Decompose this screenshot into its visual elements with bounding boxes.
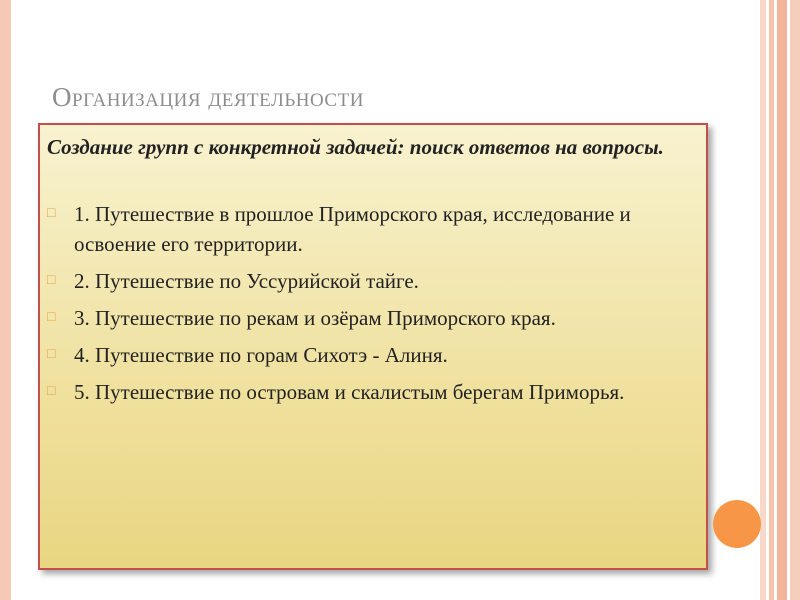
decorative-circle: [713, 500, 761, 548]
frame-right-stripes: [760, 0, 800, 600]
list-item-text: 4. Путешествие по горам Сихотэ - Алиня.: [74, 343, 448, 367]
frame-stripe: [769, 0, 774, 600]
list-item-text: 2. Путешествие по Уссурийской тайге.: [74, 269, 419, 293]
square-outline-bullet-icon: □: [47, 273, 56, 288]
list-item-text: 1. Путешествие в прошлое Приморского края, исследование и освоение его территории.: [74, 202, 631, 256]
bullet-list: [47, 199, 697, 414]
content-box: [38, 123, 708, 570]
list-item-text: 5. Путешествие по островам и скалистым берегам Приморья.: [74, 380, 625, 404]
frame-stripe: [790, 0, 800, 600]
frame-stripe: [777, 0, 787, 600]
list-item: [47, 303, 697, 333]
list-item: [47, 340, 697, 370]
slide-title: Организация деятельности: [52, 82, 364, 112]
list-item: [47, 199, 697, 259]
list-item: [47, 266, 697, 296]
list-item: [47, 377, 697, 407]
intro-text: Создание групп с конкретной задачей: поиск ответов на вопросы.: [47, 135, 664, 159]
square-outline-bullet-icon: □: [47, 206, 56, 221]
list-item-text: 3. Путешествие по рекам и озёрам Приморского края.: [74, 306, 556, 330]
square-outline-bullet-icon: □: [47, 384, 56, 399]
square-outline-bullet-icon: □: [47, 347, 56, 362]
frame-stripe: [760, 0, 766, 600]
frame-left-stripe: [0, 0, 11, 600]
square-outline-bullet-icon: □: [47, 310, 56, 325]
